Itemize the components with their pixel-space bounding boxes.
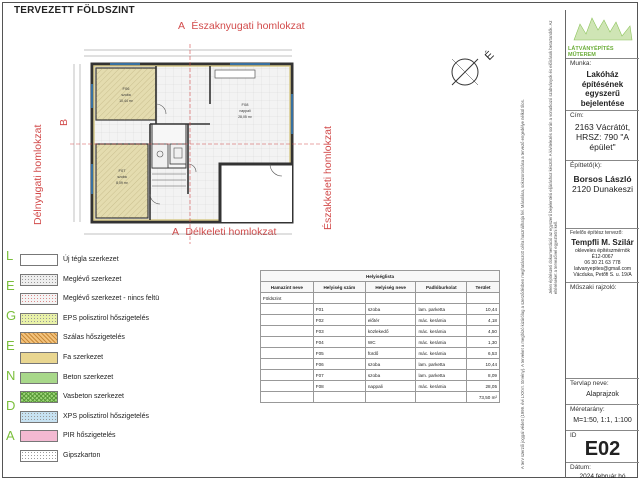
- vertical-note-right: Jelen építészeti dokumentáció az egyszerű bejelentési eljáráshoz készült. A kivitelezés során a vonatkozó szabványok és előírások betartandók. Az eltéréseket a tervezővel egyeztetni kell.: [548, 20, 559, 294]
- table-cell: lam. parketta: [416, 359, 467, 370]
- table-row: [261, 315, 500, 326]
- elevation-top: [178, 20, 305, 32]
- legend-letter: L: [6, 248, 14, 263]
- table-row: [261, 326, 500, 337]
- table-cell: 4,50: [467, 326, 500, 337]
- svg-text:szoba: szoba: [117, 175, 127, 179]
- table-cell: F01: [313, 304, 365, 315]
- svg-text:28,05 m²: 28,05 m²: [238, 115, 252, 119]
- north-label: É: [482, 49, 497, 63]
- legend-letter: G: [6, 308, 17, 323]
- id-value: E02: [584, 438, 621, 460]
- table-cell: lam. parketta: [416, 304, 467, 315]
- svg-text:F07: F07: [118, 168, 126, 173]
- legend-label: XPS polisztirol hőszigetelés: [63, 412, 149, 420]
- legend-swatch: [20, 352, 58, 364]
- table-cell: F03: [313, 326, 365, 337]
- table-cell: F07: [313, 370, 365, 381]
- legend-swatch: [20, 254, 58, 266]
- legend-letter: A: [6, 428, 15, 443]
- legend-label: Vasbeton szerkezet: [63, 393, 124, 401]
- table-cell: mác. kerámia: [416, 381, 467, 392]
- room-table-header: Hamazint neve: [261, 282, 314, 293]
- rajzolo-label: Műszaki rajzoló:: [570, 284, 617, 291]
- table-cell: 10,44: [467, 304, 500, 315]
- legend-label: PIR hőszigetelés: [63, 432, 116, 440]
- legend-label: Meglévő szerkezet: [63, 275, 122, 283]
- table-cell: fürdő: [365, 348, 416, 359]
- munka-label: Munka:: [570, 60, 592, 67]
- tervezo-label: Felelős építész tervező:: [570, 230, 623, 236]
- floor-plan: [70, 44, 320, 244]
- svg-text:szoba: szoba: [121, 93, 131, 97]
- legend-letter: E: [6, 338, 15, 353]
- meretarany-label: Méretarány:: [570, 406, 605, 413]
- legend-label: Meglévő szerkezet - nincs feltü: [63, 295, 160, 303]
- table-cell: WC: [365, 337, 416, 348]
- table-cell: 1,30: [467, 337, 500, 348]
- svg-text:10,44 m²: 10,44 m²: [119, 99, 133, 103]
- legend-swatch: [20, 313, 58, 325]
- table-row: [261, 348, 500, 359]
- elevation-right: [322, 126, 334, 230]
- elevation-marker-b: B: [58, 118, 70, 126]
- legend-letter: E: [6, 278, 15, 293]
- legend-label: Szálas hőszigetelés: [63, 334, 125, 342]
- tervlap-label: Tervlap neve:: [570, 380, 609, 387]
- table-cell: 4,18: [467, 315, 500, 326]
- cim-label: Cím:: [570, 112, 584, 119]
- munka-value: Lakóház építésének egyszerű bejelentése: [580, 70, 625, 108]
- table-row: [261, 304, 500, 315]
- table-cell: mác. kerámia: [416, 326, 467, 337]
- svg-text:8,09 m²: 8,09 m²: [116, 181, 128, 185]
- elevation-marker: A: [172, 226, 179, 238]
- datum-value: 2024 február hó: [579, 473, 626, 480]
- legend-label: Beton szerkezet: [63, 373, 114, 381]
- meretarany-value: M=1:50, 1:1, 1:100: [573, 417, 632, 424]
- table-cell: F02: [313, 315, 365, 326]
- elevation-marker: A: [178, 20, 185, 32]
- elevation-label-right: Északkeleti homlokzat: [322, 126, 334, 230]
- table-cell: F05: [313, 348, 365, 359]
- epitteto-value: Borsos László 2120 Dunakeszi: [572, 174, 633, 194]
- table-cell: mác. kerámia: [416, 315, 467, 326]
- tervlap-value: Alaprajzok: [586, 391, 619, 398]
- room-table-header: Helyiség szám: [313, 282, 365, 293]
- legend-swatch: [20, 391, 58, 403]
- epitteto-label: Építtető(k):: [570, 162, 602, 169]
- elevation-label-left: Délnyugati homlokzat: [32, 124, 44, 225]
- table-cell: mác. kerámia: [416, 348, 467, 359]
- cim-value: 2163 Vácrátót, HRSZ: 790 "A épület": [574, 122, 631, 152]
- legend-label: Új tégla szerkezet: [63, 256, 119, 263]
- elevation-left: [32, 125, 44, 225]
- table-cell: előtér: [365, 315, 416, 326]
- svg-text:F08: F08: [241, 102, 249, 107]
- room-table-floor: Földszint: [261, 293, 314, 304]
- table-total: 73,50 m²: [467, 392, 500, 403]
- legend-letter: N: [6, 368, 16, 383]
- svg-text:nappali: nappali: [239, 109, 251, 113]
- table-cell: mác. kerámia: [416, 337, 467, 348]
- legend-swatch: [20, 430, 58, 442]
- room-table-header: Terület: [467, 282, 500, 293]
- table-row: [261, 381, 500, 392]
- table-cell: 28,05: [467, 381, 500, 392]
- tervezo-details: okleveles építészmérnök É12-0067 06 30 21 63 778 latvanyepites@gmail.com Vácduka, Petőfi S. u. 19/A: [573, 248, 632, 278]
- room-table-header: Helyiség neve: [365, 282, 416, 293]
- legend-swatch: [20, 450, 58, 462]
- title-block: [565, 10, 639, 478]
- room-table-header: Padlóburkolat: [416, 282, 467, 293]
- svg-text:F06: F06: [122, 86, 130, 91]
- legend-label: Gipszkarton: [63, 452, 101, 459]
- id-label: ID: [570, 432, 577, 439]
- north-arrow-icon: [447, 52, 487, 92]
- room-table-title: Helyiséglista: [261, 271, 500, 282]
- vertical-note-left: A terv szerzői joggal védett (1999. évi LXXVI. törvény). A terveket a megbízó kizárólag a szerződésben meghatározott célra használhatja fel. Másolása, sokszorosítása a tervező engedélye nélkül tilos.: [520, 99, 525, 469]
- table-cell: nappali: [365, 381, 416, 392]
- table-cell: közlekedő: [365, 326, 416, 337]
- table-row: [261, 337, 500, 348]
- table-cell: lam. parketta: [416, 370, 467, 381]
- room-table: [260, 270, 500, 403]
- legend-swatch: [20, 274, 58, 286]
- table-cell: 6,53: [467, 348, 500, 359]
- table-cell: 8,09: [467, 370, 500, 381]
- legend-label: EPS polisztirol hőszigetelés: [63, 314, 149, 322]
- legend-swatch: [20, 372, 58, 384]
- legend-swatch: [20, 293, 58, 305]
- table-row: [261, 359, 500, 370]
- table-total-row: [261, 392, 500, 403]
- table-cell: 10,44: [467, 359, 500, 370]
- legend-letter: D: [6, 398, 16, 413]
- legend-swatch: [20, 411, 58, 423]
- logo-text: LÁTVÁNYÉPÍTÉS MŰTEREM: [568, 46, 614, 58]
- table-row: [261, 370, 500, 381]
- table-cell: szoba: [365, 304, 416, 315]
- table-cell: F04: [313, 337, 365, 348]
- sheet-title: TERVEZETT FÖLDSZINT: [14, 5, 135, 16]
- tervezo-name: Tempfli M. Szilár: [571, 238, 634, 247]
- datum-label: Dátum:: [570, 464, 591, 471]
- table-cell: szoba: [365, 370, 416, 381]
- table-cell: szoba: [365, 359, 416, 370]
- table-cell: F06: [313, 359, 365, 370]
- legend-label: Fa szerkezet: [63, 354, 104, 361]
- legend-swatch: [20, 332, 58, 344]
- elevation-label-bottom: Délkeleti homlokzat: [185, 226, 277, 238]
- table-cell: F08: [313, 381, 365, 392]
- elevation-label-top: Északnyugati homlokzat: [191, 20, 305, 32]
